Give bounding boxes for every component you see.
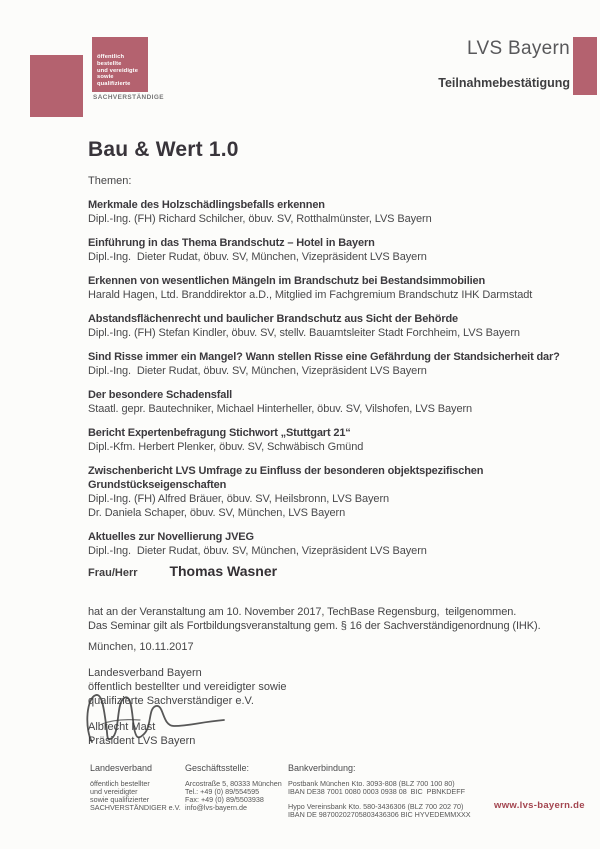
logo-text-line: und vereidigte — [97, 67, 139, 74]
document-type-label: Teilnahmebestätigung — [438, 76, 570, 90]
logo-text-line: sowie qualifizierte — [97, 74, 131, 88]
theme-speaker: Dipl.-Ing. (FH) Alfred Bräuer, öbuv. SV, Heilsbronn, LVS Bayern — [88, 493, 390, 505]
bank-account-2 — [288, 803, 471, 819]
date-line: München, 10.11.2017 — [88, 641, 194, 653]
signature-block — [88, 666, 287, 748]
theme-item — [88, 388, 578, 416]
signature-org-line: öffentlich bestellter und vereidigter sowie — [88, 681, 287, 693]
theme-speaker: Dr. Daniela Schaper, öbuv. SV, München, LVS Bayern — [88, 507, 346, 519]
recipient-name: Thomas Wasner — [169, 563, 278, 579]
signature-org-line: qualifizierte Sachverständiger e.V. — [88, 695, 254, 707]
themes-label: Themen: — [88, 175, 132, 187]
theme-title: Abstandsflächenrecht und baulicher Brandschutz aus Sicht der Behörde — [88, 313, 458, 325]
theme-speaker: Dipl.-Ing. Dieter Rudat, öbuv. SV, München, Vizepräsident LVS Bayern — [88, 251, 427, 263]
bank-iban-line: IBAN DE 98700202705803436306 BIC HYVEDEMMXXX — [288, 809, 471, 819]
bank-iban-line: IBAN DE38 7001 0080 0003 0938 08 BIC PBNKDEFF — [288, 786, 465, 796]
theme-item — [88, 426, 578, 454]
logo-text — [97, 54, 148, 88]
theme-speaker: Dipl.-Kfm. Herbert Plenker, öbuv. SV, Schwäbisch Gmünd — [88, 441, 364, 453]
signatory — [88, 720, 287, 748]
theme-item — [88, 198, 578, 226]
signatory-role: Präsident LVS Bayern — [88, 735, 196, 747]
footer-col1-header: Landesverband — [90, 763, 153, 773]
logo-square-right-icon — [92, 37, 148, 92]
theme-title: Aktuelles zur Novellierung JVEG — [88, 531, 254, 543]
signature-org-line: Landesverband Bayern — [88, 667, 202, 679]
theme-title: Einführung in das Thema Brandschutz – Hotel in Bayern — [88, 237, 375, 249]
brand-tab-decoration — [573, 37, 597, 95]
bank-account-1 — [288, 780, 471, 796]
page-title: Bau & Wert 1.0 — [88, 138, 239, 161]
theme-item — [88, 464, 578, 520]
org-name: LVS Bayern — [467, 38, 570, 59]
theme-speaker: Dipl.-Ing. (FH) Richard Schilcher, öbuv. SV, Rotthalmünster, LVS Bayern — [88, 213, 432, 225]
footer-fax-line: Fax: +49 (0) 89/5503938 — [185, 794, 264, 804]
logo-square-left-icon — [30, 55, 83, 117]
footer-bank-block — [288, 780, 471, 826]
footer-office-block — [185, 780, 282, 812]
theme-speaker: Staatl. gepr. Bautechniker, Michael Hinterheller, öbuv. SV, Vilshofen, LVS Bayern — [88, 403, 473, 415]
theme-item — [88, 530, 578, 558]
bank-line: Hypo Vereinsbank Kto. 580-3436306 (BLZ 700 202 70) — [288, 801, 464, 811]
footer-col2-header: Geschäftsstelle: — [185, 763, 250, 773]
recipient-salutation: Frau/Herr — [88, 567, 138, 579]
footer-line: sowie qualifizierter — [90, 794, 150, 804]
theme-item — [88, 312, 578, 340]
confirmation-line: hat an der Veranstaltung am 10. November 2017, TechBase Regensburg, teilgenommen. — [88, 606, 517, 618]
confirmation-text — [88, 605, 588, 634]
theme-title: Der besondere Schadensfall — [88, 389, 233, 401]
theme-speaker: Dipl.-Ing. (FH) Stefan Kindler, öbuv. SV, stellv. Bauamtsleiter Stadt Forchheim, LVS Bayern — [88, 327, 520, 339]
theme-speaker: Dipl.-Ing. Dieter Rudat, öbuv. SV, München, Vizepräsident LVS Bayern — [88, 365, 427, 377]
theme-title: Merkmale des Holzschädlingsbefalls erkennen — [88, 199, 325, 211]
theme-speaker: Dipl.-Ing. Dieter Rudat, öbuv. SV, München, Vizepräsident LVS Bayern — [88, 545, 427, 557]
theme-item — [88, 274, 578, 302]
themes-section — [88, 174, 578, 558]
footer-line: öffentlich bestellter — [90, 779, 150, 788]
recipient-line — [88, 563, 277, 581]
footer-association-block — [90, 780, 181, 812]
theme-title-line2: Grundstückseigenschaften — [88, 479, 227, 491]
theme-title: Zwischenbericht LVS Umfrage zu Einfluss der besonderen objektspezifischen — [88, 465, 484, 477]
logo-caption: SACHVERSTÄNDIGE — [93, 94, 165, 101]
footer-email: info@lvs-bayern.de — [185, 802, 248, 812]
bank-line: Postbank München Kto. 3093-808 (BLZ 700 100 80) — [288, 779, 455, 788]
theme-title: Sind Risse immer ein Mangel? Wann stellen Risse eine Gefährdung der Standsicherheit dar? — [88, 351, 560, 363]
footer-phone-line: Tel.: +49 (0) 89/554595 — [185, 786, 260, 796]
logo-text-line: öffentlich bestellte — [97, 54, 125, 67]
website-url: www.lvs-bayern.de — [494, 800, 585, 811]
footer-col3-header: Bankverbindung: — [288, 763, 356, 773]
theme-speaker: Harald Hagen, Ltd. Branddirektor a.D., Mitglied im Fachgremium Brandschutz IHK Darmstadt — [88, 289, 533, 301]
signatory-name: Albrecht Mast — [88, 721, 156, 733]
footer-line: und vereidigter — [90, 786, 138, 796]
confirmation-line: Das Seminar gilt als Fortbildungsveranstaltung gem. § 16 der Sachverständigenordnung (IHK). — [88, 620, 541, 633]
theme-item — [88, 350, 578, 378]
theme-title: Bericht Expertenbefragung Stichwort „Stuttgart 21“ — [88, 427, 351, 439]
theme-item — [88, 236, 578, 264]
footer-line: SACHVERSTÄNDIGER e.V. — [90, 802, 181, 812]
footer-address-line: Arcostraße 5, 80333 München — [185, 779, 282, 788]
theme-title: Erkennen von wesentlichen Mängeln im Brandschutz bei Bestandsimmobilien — [88, 275, 486, 287]
